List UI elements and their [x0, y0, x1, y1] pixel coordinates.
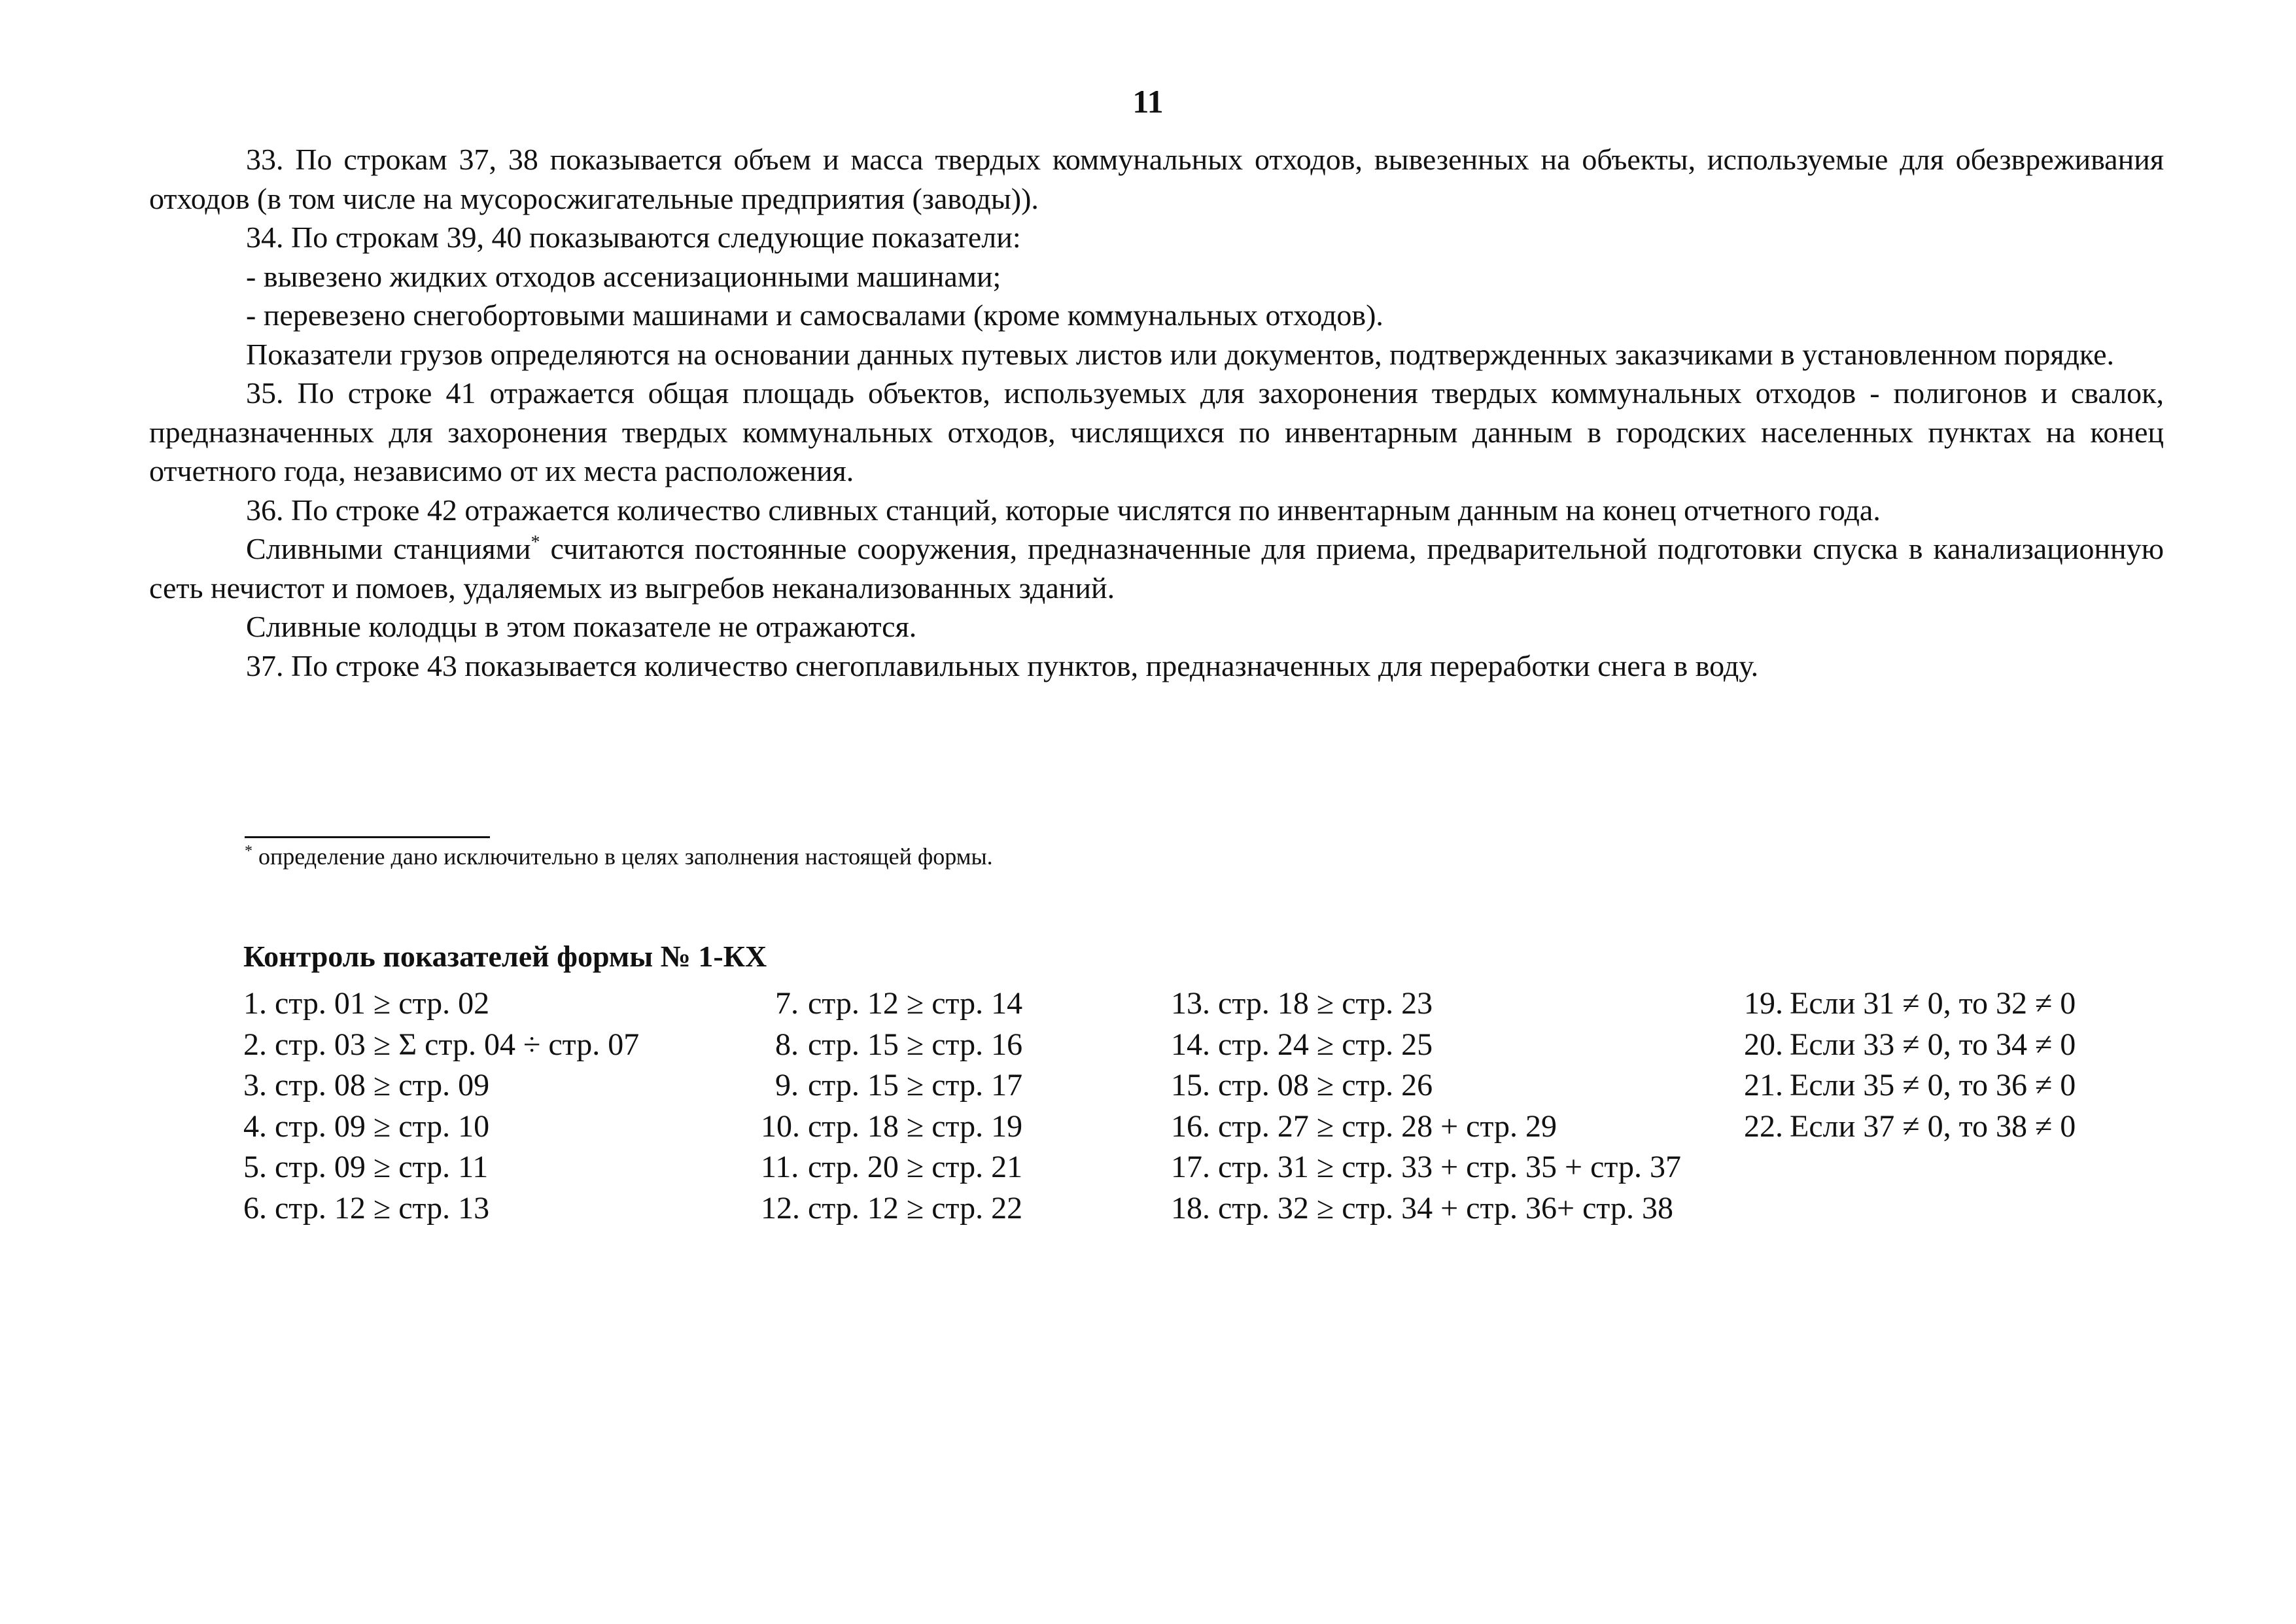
control-item-number: 16.: [1171, 1108, 1210, 1144]
control-item: [243, 1106, 639, 1148]
control-item-number: 12.: [761, 1190, 800, 1226]
footnote-reference[interactable]: *: [531, 532, 540, 553]
control-item-number: 22.: [1744, 1108, 1783, 1144]
control-item: [761, 1147, 1022, 1188]
control-column-4: [1735, 983, 2076, 1147]
control-item-rule: Если 33 ≠ 0, то 34 ≠ 0: [1790, 1027, 2076, 1062]
page-number: 11: [1132, 83, 1164, 120]
paragraph-cargo-indicators: Показатели грузов определяются на основании данных путевых листов или документов, подтвержденных заказчиками в установленном порядке.: [246, 337, 2115, 371]
control-item-rule: стр. 18 ≥ стр. 19: [808, 1108, 1023, 1144]
control-item: [761, 1188, 1022, 1229]
control-item-number: 1.: [243, 986, 267, 1021]
control-item: [243, 1188, 639, 1229]
paragraph-34: 34. По строкам 39, 40 показываются следующие показатели:: [246, 221, 1021, 254]
control-item: [243, 1147, 639, 1188]
footnote: [245, 840, 993, 873]
control-column-3: [1171, 983, 1681, 1229]
control-item-rule: стр. 12 ≥ стр. 14: [808, 986, 1023, 1021]
control-item-rule: стр. 09 ≥ стр. 10: [275, 1108, 490, 1144]
control-item-number: 18.: [1171, 1190, 1210, 1226]
paragraph-34-item-1: - вывезено жидких отходов ассенизационными машинами;: [246, 259, 1001, 293]
control-item-number: 13.: [1171, 986, 1210, 1021]
control-item: [243, 983, 639, 1025]
control-item-number: 21.: [1744, 1068, 1783, 1103]
control-item-rule: стр. 32 ≥ стр. 34 + стр. 36+ стр. 38: [1218, 1190, 1673, 1226]
paragraph-33: 33. По строкам 37, 38 показывается объем и масса твердых коммунальных отходов, вывезенных на объекты, используемые для обезвреживания отходов (в том числе на мусоросжигательные предприятия (заводы)).: [149, 143, 2164, 215]
control-column-2: [761, 983, 1022, 1229]
control-item-rule: стр. 24 ≥ стр. 25: [1218, 1027, 1433, 1062]
paragraph-35: 35. По строке 41 отражается общая площадь объектов, используемых для захоронения твердых коммунальных отходов - полигонов и свалок, предназначенных для захоронения твердых коммунальных отходов, числящихся по инвентарным данным в городских населенных пунктах на конец отчетного года, независимо от их места расположения.: [149, 376, 2164, 487]
control-item-number: 4.: [243, 1108, 267, 1144]
control-item: [1171, 1188, 1681, 1229]
control-item: [761, 1025, 1022, 1066]
control-item-rule: стр. 15 ≥ стр. 17: [808, 1068, 1023, 1103]
control-item-number: 15.: [1171, 1068, 1210, 1103]
paragraph-36: 36. По строке 42 отражается количество сливных станций, которые числятся по инвентарным данным на конец отчетного года.: [246, 493, 1881, 527]
definition-term: Сливными станциями: [246, 532, 531, 565]
control-item-rule: стр. 09 ≥ стр. 11: [275, 1150, 489, 1184]
control-item-rule: Если 35 ≠ 0, то 36 ≠ 0: [1790, 1068, 2076, 1103]
control-item-number: 20.: [1744, 1027, 1783, 1062]
footnote-text: определение дано исключительно в целях заполнения настоящей формы.: [258, 843, 993, 870]
control-item: [1735, 1065, 2076, 1106]
paragraph-drain-stations-definition: [149, 529, 2164, 607]
control-item-rule: стр. 12 ≥ стр. 13: [275, 1190, 490, 1226]
control-item: [1735, 1025, 2076, 1066]
control-item-rule: Если 31 ≠ 0, то 32 ≠ 0: [1790, 986, 2076, 1021]
control-item-number: 2.: [243, 1027, 267, 1062]
control-item-rule: стр. 18 ≥ стр. 23: [1218, 986, 1433, 1021]
control-item: [1171, 983, 1681, 1025]
control-item: [243, 1065, 639, 1106]
control-item-number: 11.: [761, 1150, 799, 1184]
control-item: [1735, 983, 2076, 1025]
control-item-rule: стр. 03 ≥ Σ стр. 04 ÷ стр. 07: [275, 1027, 640, 1062]
paragraph-37: 37. По строке 43 показывается количество снегоплавильных пунктов, предназначенных для переработки снега в воду.: [246, 648, 1759, 682]
control-column-1: [243, 983, 639, 1229]
control-item-number: 19.: [1744, 986, 1783, 1021]
control-item: [761, 983, 1022, 1025]
control-item-number: 9.: [775, 1068, 799, 1103]
control-item-number: 10.: [761, 1108, 800, 1144]
control-item-number: 7.: [775, 986, 799, 1021]
control-item-number: 3.: [243, 1068, 267, 1103]
footnote-divider: [245, 836, 490, 838]
control-item-rule: стр. 20 ≥ стр. 21: [808, 1150, 1023, 1184]
control-section-title: Контроль показателей формы № 1-КХ: [243, 940, 767, 973]
footnote-marker: *: [245, 843, 252, 860]
control-item-number: 8.: [775, 1027, 799, 1062]
paragraph-drain-wells: Сливные колодцы в этом показателе не отражаются.: [246, 610, 917, 643]
body-text: [149, 140, 2164, 685]
control-item: [1171, 1065, 1681, 1106]
control-item-rule: стр. 12 ≥ стр. 22: [808, 1190, 1023, 1226]
control-item: [1171, 1106, 1681, 1148]
control-item-rule: стр. 27 ≥ стр. 28 + стр. 29: [1218, 1108, 1557, 1144]
control-item-number: 5.: [243, 1150, 267, 1184]
control-item-rule: стр. 15 ≥ стр. 16: [808, 1027, 1023, 1062]
paragraph-34-item-2: - перевезено снегобортовыми машинами и самосвалами (кроме коммунальных отходов).: [246, 298, 1383, 332]
control-item-rule: стр. 08 ≥ стр. 09: [275, 1068, 490, 1103]
control-item: [1171, 1025, 1681, 1066]
control-item: [761, 1106, 1022, 1148]
definition-text: считаются постоянные сооружения, предназначенные для приема, предварительной подготовки спуска в канализационную сеть нечистот и помоев, удаляемых из выгребов неканализованных зданий.: [149, 532, 2164, 605]
control-item-number: 14.: [1171, 1027, 1210, 1062]
control-item: [761, 1065, 1022, 1106]
control-item-rule: стр. 01 ≥ стр. 02: [275, 986, 490, 1021]
control-item-number: 6.: [243, 1190, 267, 1226]
control-item-rule: Если 37 ≠ 0, то 38 ≠ 0: [1790, 1108, 2076, 1144]
control-item: [243, 1025, 639, 1066]
control-item-number: 17.: [1171, 1150, 1210, 1184]
control-item: [1171, 1147, 1681, 1188]
control-item: [1735, 1106, 2076, 1148]
control-item-rule: стр. 31 ≥ стр. 33 + стр. 35 + стр. 37: [1218, 1150, 1681, 1184]
control-item-rule: стр. 08 ≥ стр. 26: [1218, 1068, 1433, 1103]
